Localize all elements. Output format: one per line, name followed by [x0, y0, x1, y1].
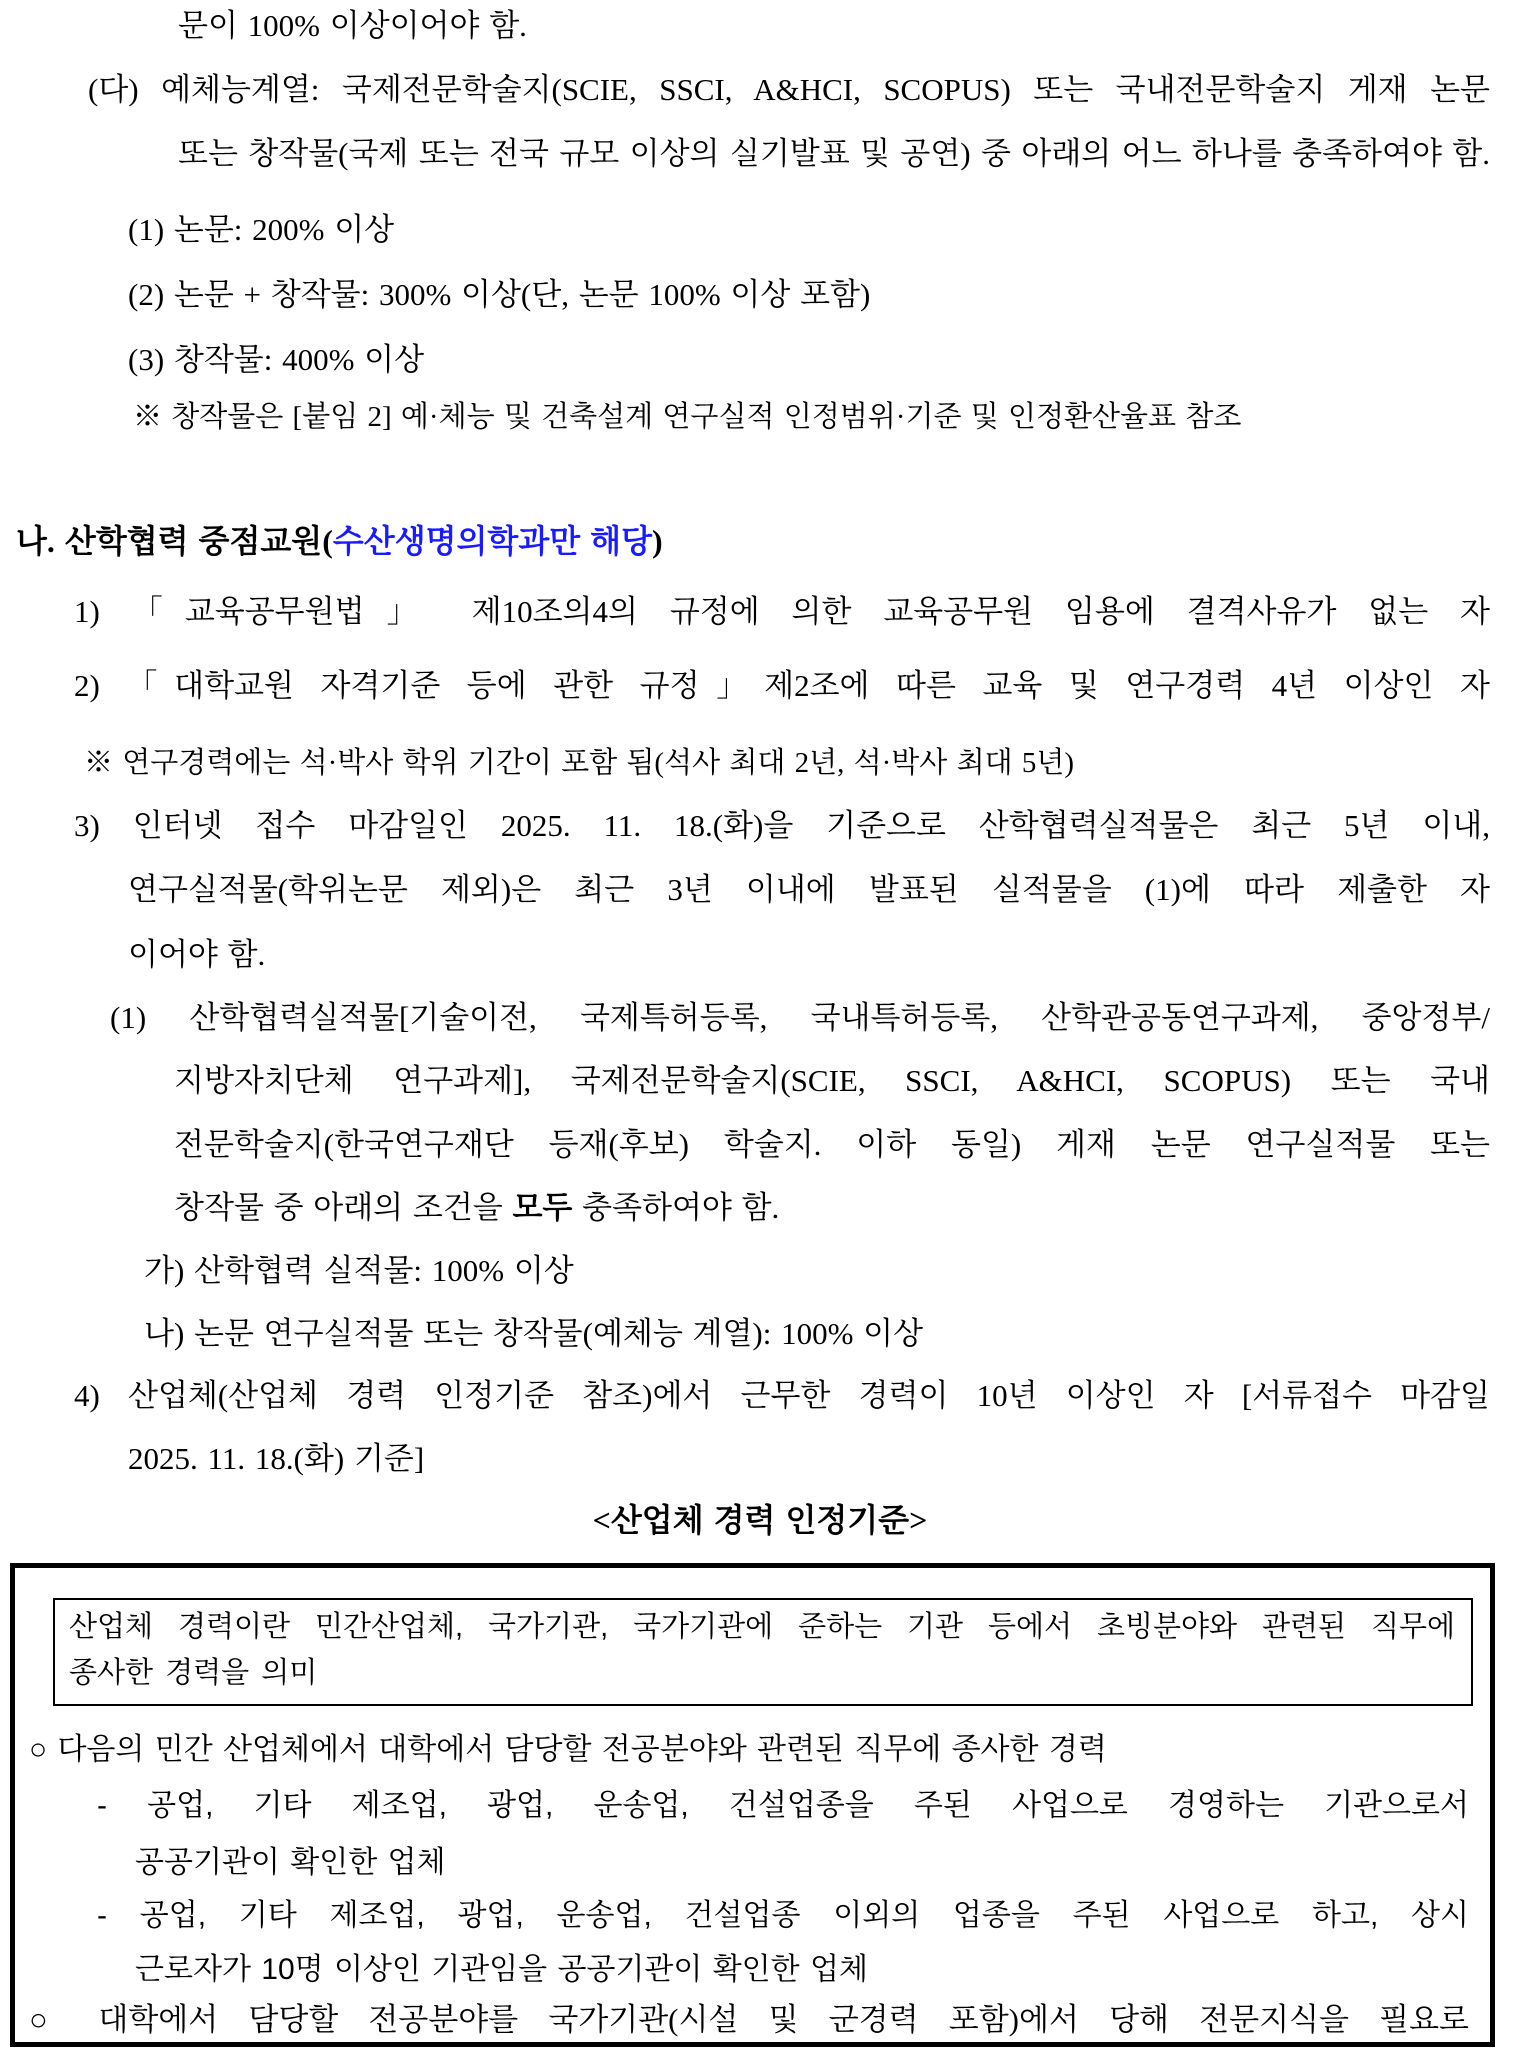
box-bullet-1: ○ 다음의 민간 산업체에서 대학에서 담당할 전공분야와 관련된 직무에 종사한 경력	[29, 1733, 1107, 1766]
detail-1-cont-1: 지방자치단체 연구과제], 국제전문학술지(SCIE, SSCI, A&HCI, SCOPUS) 또는 국내	[174, 1063, 1490, 1098]
requirement-4-cont: 2025. 11. 18.(화) 기준]	[128, 1441, 425, 1476]
box-bullet-2: ○ 대학에서 담당할 전공분야를 국가기관(시설 및 군경력 포함)에서 당해 전문지식을 필요로	[29, 2002, 1469, 2037]
heading-suffix: )	[652, 523, 663, 559]
note-research-career: ※ 연구경력에는 석·박사 학위 기간이 포함 됨(석사 최대 2년, 석·박사 최대 5년)	[84, 747, 1075, 779]
box-bullet-1-dash-1: - 공업, 기타 제조업, 광업, 운송업, 건설업종을 주된 사업으로 경영하는 기관으로서	[97, 1789, 1469, 1822]
heading-highlight: 수산생명의학과만 해당	[332, 523, 652, 559]
note-creative-works: ※ 창작물은 [붙임 2] 예·체능 및 건축설계 연구실적 인정범위·기준 및 인정환산율표 참조	[133, 401, 1242, 433]
definition-line-1: 산업체 경력이란 민간산업체, 국가기관, 국가기관에 준하는 기관 등에서 초빙분야와 관련된 직무에	[69, 1611, 1455, 1643]
sub-item-2: (2) 논문 + 창작물: 300% 이상(단, 논문 100% 이상 포함)	[128, 277, 871, 312]
requirement-3: 3) 인터넷 접수 마감일인 2025. 11. 18.(화)을 기준으로 산학협력실적물은 최근 5년 이내,	[74, 808, 1490, 843]
requirement-1: 1) 「교육공무원법」 제10조의4의 규정에 의한 교육공무원 임용에 결격사유가 없는 자	[74, 594, 1490, 629]
item-da-cont: 또는 창작물(국제 또는 전국 규모 이상의 실기발표 및 공연) 중 아래의 어느 하나를 충족하여야 함.	[178, 136, 1490, 171]
section-heading-na	[16, 523, 663, 561]
definition-line-2: 종사한 경력을 의미	[69, 1657, 318, 1689]
detail-1-cont-3: 창작물 중 아래의 조건을 모두 충족하여야 함.	[174, 1190, 780, 1225]
box-bullet-1-dash-2: - 공업, 기타 제조업, 광업, 운송업, 건설업종 이외의 업종을 주된 사업으로 하고, 상시	[97, 1899, 1469, 1932]
heading-prefix: 나. 산학협력 중점교원(	[16, 523, 333, 559]
requirement-2: 2) 「대학교원 자격기준 등에 관한 규정」제2조에 따른 교육 및 연구경력 4년 이상인 자	[74, 668, 1490, 703]
box-bullet-1-dash-2-cont: 근로자가 10명 이상인 기관임을 공공기관이 확인한 업체	[135, 1953, 868, 1986]
criteria-section-title: <산업체 경력 인정기준>	[592, 1502, 928, 1538]
box-bullet-1-dash-1-cont: 공공기관이 확인한 업체	[135, 1846, 446, 1879]
detail-1: (1) 산학협력실적물[기술이전, 국제특허등록, 국내특허등록, 산학관공동연구과제, 중앙정부/	[110, 1000, 1490, 1035]
detail-na: 나) 논문 연구실적물 또는 창작물(예체능 계열): 100% 이상	[144, 1316, 924, 1351]
requirement-3-cont-1: 연구실적물(학위논문 제외)은 최근 3년 이내에 발표된 실적물을 (1)에 따라 제출한 자	[128, 872, 1490, 907]
bold-modu: 모두	[512, 1190, 573, 1225]
definition-box	[53, 1598, 1473, 1706]
item-da: (다) 예체능계열: 국제전문학술지(SCIE, SSCI, A&HCI, SCOPUS) 또는 국내전문학술지 게재 논문	[88, 72, 1490, 107]
detail-ga: 가) 산학협력 실적물: 100% 이상	[144, 1253, 574, 1288]
detail-1-cont-2: 전문학술지(한국연구재단 등재(후보) 학술지. 이하 동일) 게재 논문 연구실적물 또는	[174, 1127, 1490, 1162]
carryover-line: 문이 100% 이상이어야 함.	[178, 8, 527, 43]
requirement-3-cont-2: 이어야 함.	[128, 937, 266, 972]
industry-career-criteria-box	[10, 1563, 1495, 2047]
sub-item-1: (1) 논문: 200% 이상	[128, 212, 395, 247]
requirement-4: 4) 산업체(산업체 경력 인정기준 참조)에서 근무한 경력이 10년 이상인 자 [서류접수 마감일	[74, 1378, 1490, 1413]
sub-item-3: (3) 창작물: 400% 이상	[128, 342, 425, 377]
